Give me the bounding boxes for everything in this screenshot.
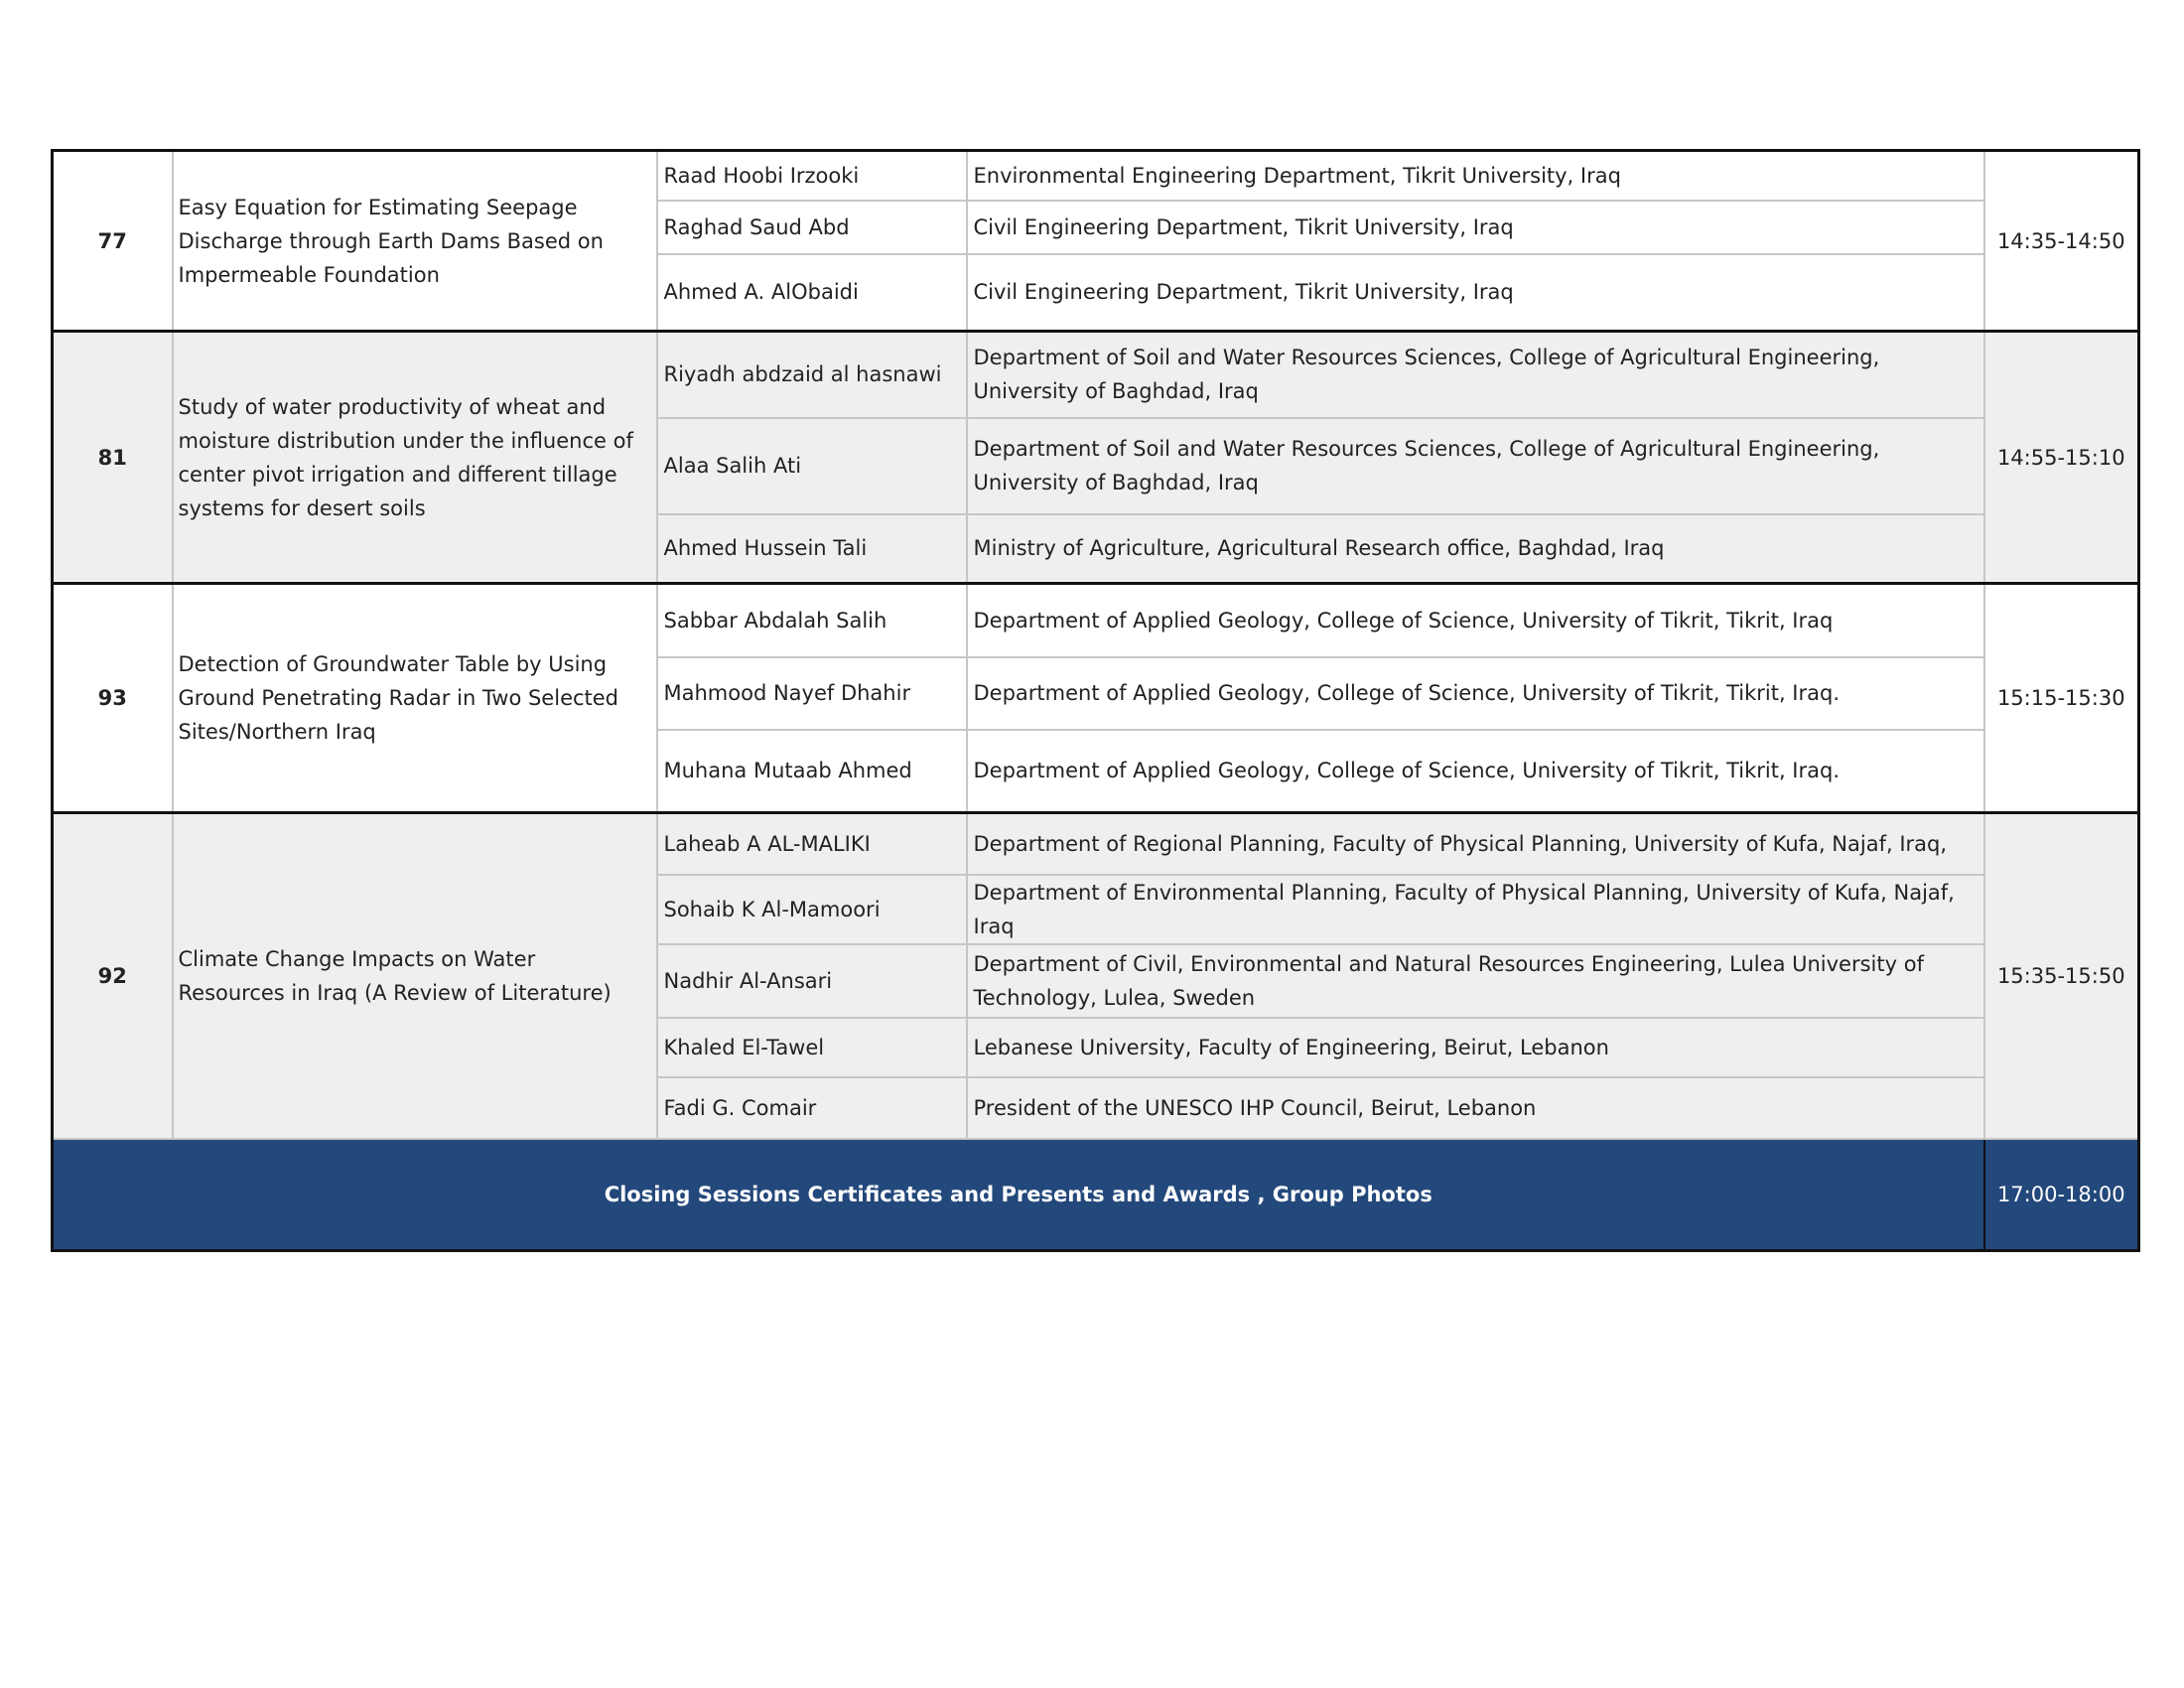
author-row <box>53 813 2139 875</box>
author-affiliation: Civil Engineering Department, Tikrit University, Iraq <box>967 201 1984 254</box>
author-affiliation: Department of Applied Geology, College of Science, University of Tikrit, Tikrit, Iraq <box>967 584 1984 657</box>
author-row <box>53 151 2139 201</box>
author-name: Alaa Salih Ati <box>657 418 967 514</box>
author-affiliation: Lebanese University, Faculty of Engineering, Beirut, Lebanon <box>967 1018 1984 1077</box>
author-affiliation: Environmental Engineering Department, Tikrit University, Iraq <box>967 151 1984 201</box>
closing-session-row <box>53 1139 2139 1251</box>
paper-id: 77 <box>53 151 173 332</box>
paper-id: 93 <box>53 584 173 813</box>
author-name: Ahmed Hussein Tali <box>657 514 967 584</box>
paper-title: Climate Change Impacts on Water Resources in Iraq (A Review of Literature) <box>173 813 657 1139</box>
closing-session-label: Closing Sessions Certificates and Presents and Awards , Group Photos <box>53 1139 1984 1251</box>
author-affiliation: Department of Applied Geology, College of Science, University of Tikrit, Tikrit, Iraq. <box>967 657 1984 730</box>
schedule-body <box>53 151 2139 1251</box>
author-affiliation: President of the UNESCO IHP Council, Beirut, Lebanon <box>967 1077 1984 1139</box>
paper-id: 81 <box>53 332 173 584</box>
paper-id: 92 <box>53 813 173 1139</box>
author-affiliation: Department of Applied Geology, College of Science, University of Tikrit, Tikrit, Iraq. <box>967 730 1984 813</box>
author-affiliation: Department of Soil and Water Resources Sciences, College of Agricultural Engineering, University of Baghdad, Iraq <box>967 332 1984 418</box>
author-affiliation: Ministry of Agriculture, Agricultural Research office, Baghdad, Iraq <box>967 514 1984 584</box>
closing-session-time: 17:00-18:00 <box>1984 1139 2139 1251</box>
author-name: Ahmed A. AlObaidi <box>657 254 967 332</box>
author-row <box>53 584 2139 657</box>
author-name: Raad Hoobi Irzooki <box>657 151 967 201</box>
schedule-table <box>51 149 2140 1252</box>
author-name: Raghad Saud Abd <box>657 201 967 254</box>
author-name: Riyadh abdzaid al hasnawi <box>657 332 967 418</box>
author-name: Sohaib K Al-Mamoori <box>657 875 967 944</box>
presentation-time: 14:55-15:10 <box>1984 332 2139 584</box>
author-affiliation: Department of Civil, Environmental and Natural Resources Engineering, Lulea University of Technology, Lulea, Sweden <box>967 944 1984 1018</box>
author-name: Fadi G. Comair <box>657 1077 967 1139</box>
author-row <box>53 332 2139 418</box>
paper-title: Study of water productivity of wheat and moisture distribution under the influence of center pivot irrigation and different tillage systems for desert soils <box>173 332 657 584</box>
author-affiliation: Department of Environmental Planning, Faculty of Physical Planning, University of Kufa, Najaf, Iraq <box>967 875 1984 944</box>
author-name: Laheab A AL-MALIKI <box>657 813 967 875</box>
author-name: Muhana Mutaab Ahmed <box>657 730 967 813</box>
author-name: Sabbar Abdalah Salih <box>657 584 967 657</box>
presentation-time: 14:35-14:50 <box>1984 151 2139 332</box>
paper-title: Easy Equation for Estimating Seepage Discharge through Earth Dams Based on Impermeable Foundation <box>173 151 657 332</box>
author-affiliation: Civil Engineering Department, Tikrit University, Iraq <box>967 254 1984 332</box>
author-name: Mahmood Nayef Dhahir <box>657 657 967 730</box>
presentation-time: 15:15-15:30 <box>1984 584 2139 813</box>
author-name: Khaled El-Tawel <box>657 1018 967 1077</box>
paper-title: Detection of Groundwater Table by Using Ground Penetrating Radar in Two Selected Sites/Northern Iraq <box>173 584 657 813</box>
presentation-time: 15:35-15:50 <box>1984 813 2139 1139</box>
author-name: Nadhir Al-Ansari <box>657 944 967 1018</box>
author-affiliation: Department of Regional Planning, Faculty of Physical Planning, University of Kufa, Najaf, Iraq, <box>967 813 1984 875</box>
author-affiliation: Department of Soil and Water Resources Sciences, College of Agricultural Engineering, University of Baghdad, Iraq <box>967 418 1984 514</box>
